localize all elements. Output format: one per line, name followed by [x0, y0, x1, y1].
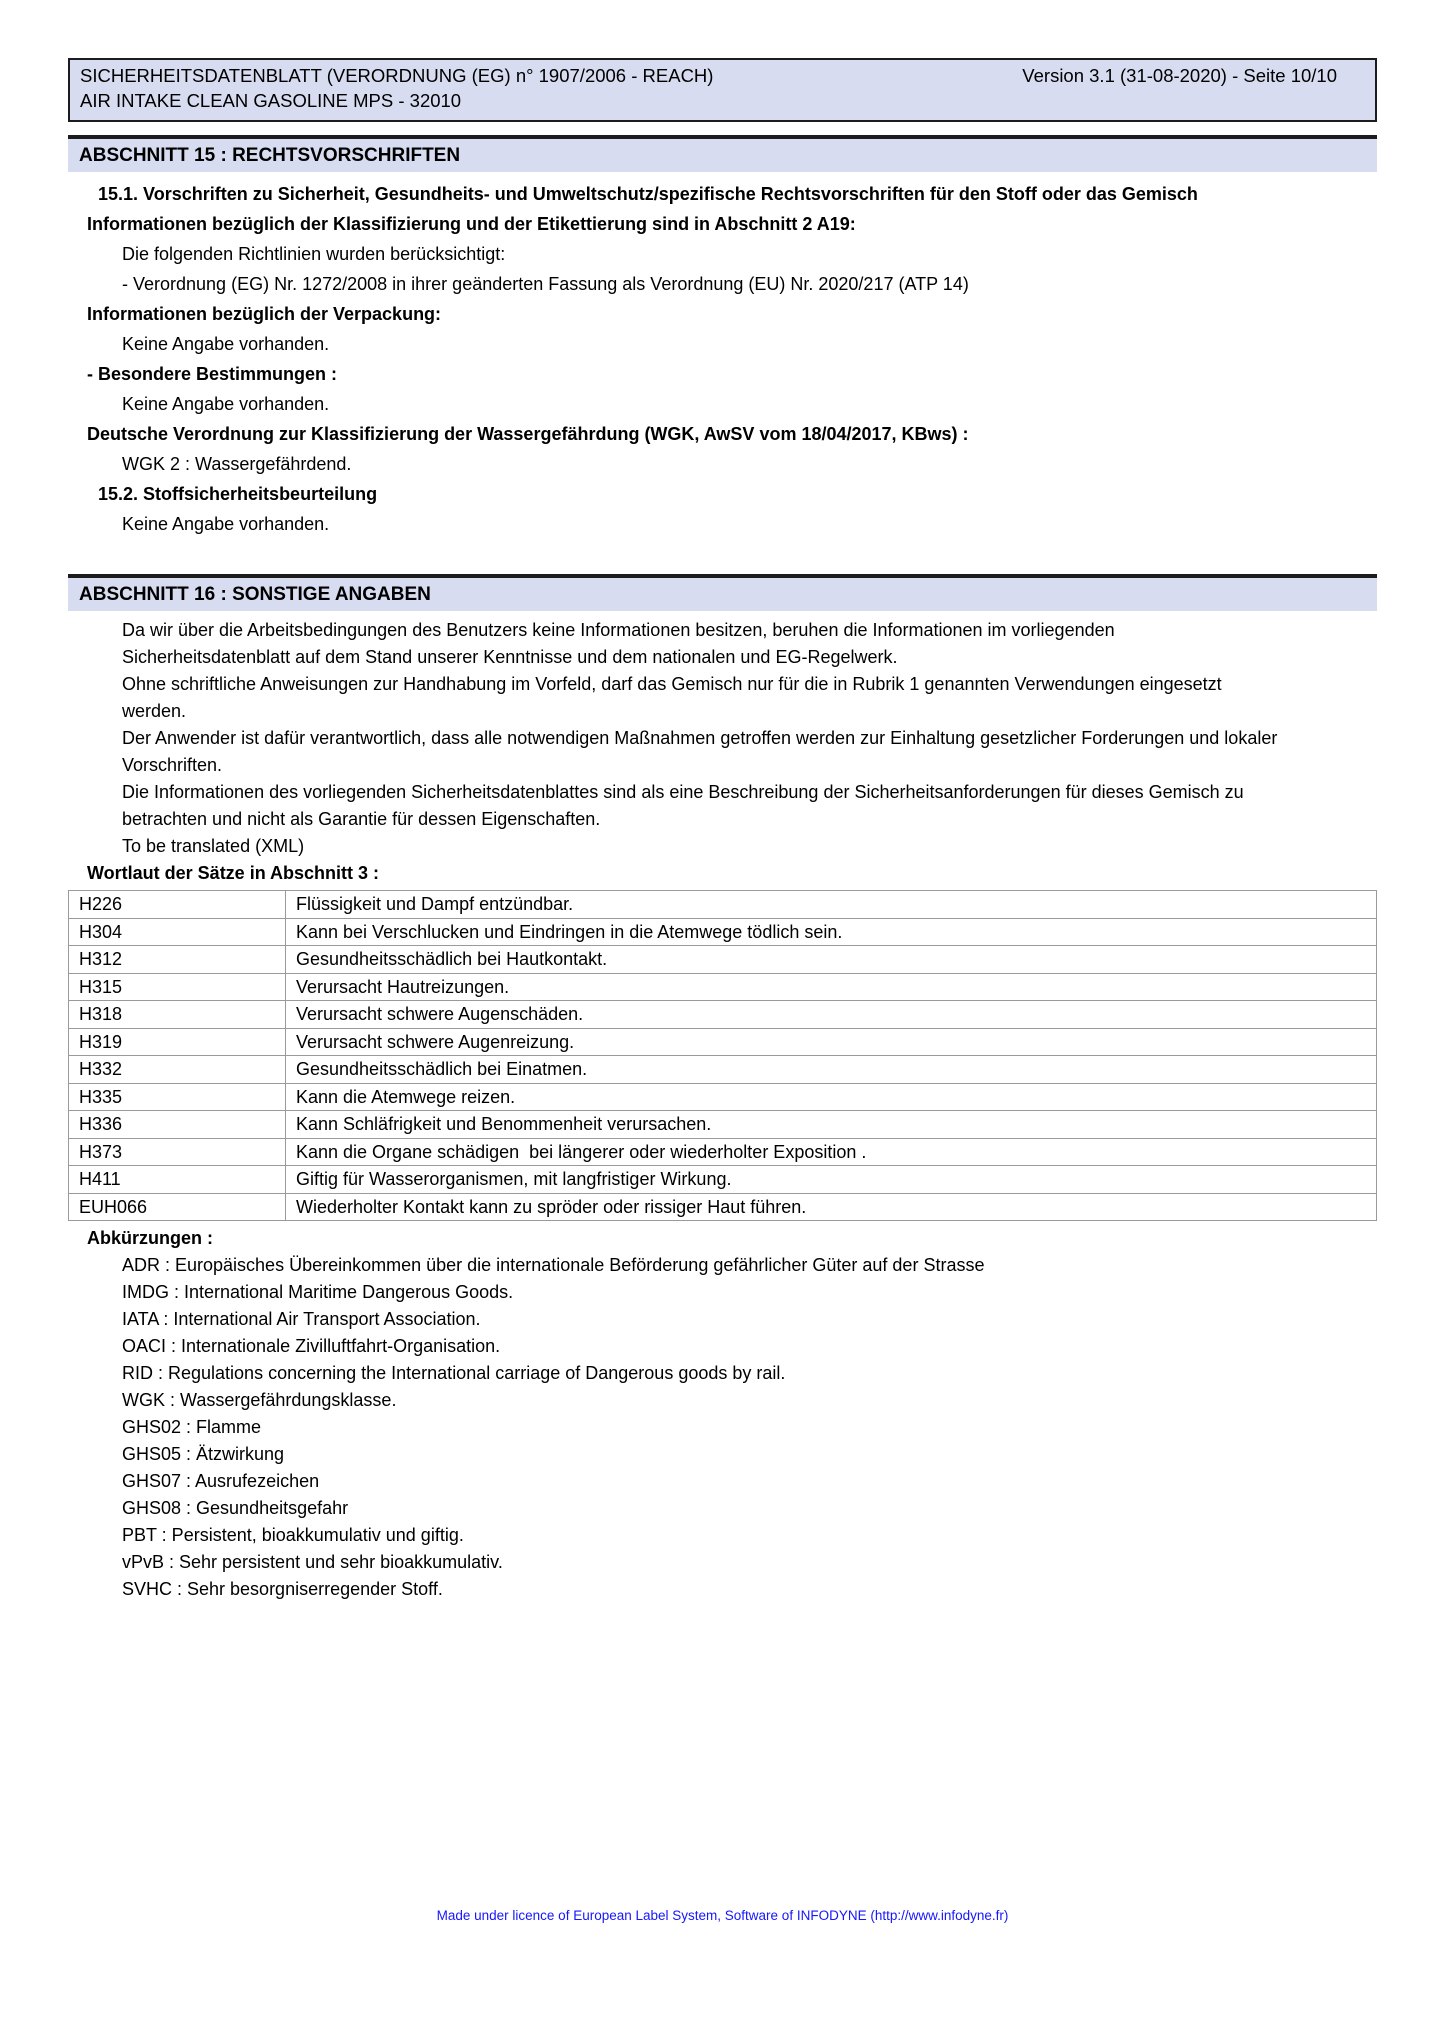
section-16-text-line: werden.: [122, 701, 187, 721]
abbreviation-item: GHS05 : Ätzwirkung: [122, 1444, 285, 1464]
hazard-statement-row: [69, 1138, 1377, 1166]
section-16-header-bar: [68, 574, 1377, 611]
section-15-text-line: 15.2. Stoffsicherheitsbeurteilung: [98, 484, 378, 504]
section-16-text-line: Vorschriften.: [122, 755, 223, 775]
version-page-info: Version 3.1 (31-08-2020) - Seite 10/10: [1022, 65, 1337, 86]
hazard-text-cell: Gesundheitsschädlich bei Einatmen.: [286, 1056, 1377, 1084]
hazard-statement-row: [69, 973, 1377, 1001]
abbreviation-item: IATA : International Air Transport Association.: [122, 1309, 481, 1329]
abbreviations-list: [68, 1252, 1377, 1603]
footer-license-note: Made under licence of European Label System, Software of INFODYNE (http://www.infodyne.fr): [436, 1908, 1009, 1923]
hazard-statement-row: [69, 946, 1377, 974]
hazard-code-cell: H373: [69, 1138, 286, 1166]
section-15-text-line: Informationen bezüglich der Verpackung:: [87, 304, 442, 324]
hazard-statement-row: [69, 891, 1377, 919]
hazard-statement-row: [69, 1028, 1377, 1056]
hazard-text-cell: Giftig für Wasserorganismen, mit langfristiger Wirkung.: [286, 1166, 1377, 1194]
abbreviations-label: Abkürzungen :: [87, 1228, 213, 1248]
hazard-code-cell: H332: [69, 1056, 286, 1084]
abbreviation-item: vPvB : Sehr persistent und sehr bioakkumulativ.: [122, 1552, 503, 1572]
section-16-text-line: Der Anwender ist dafür verantwortlich, dass alle notwendigen Maßnahmen getroffen werden zur Einhaltung gesetzlicher Forderungen und lokaler: [122, 728, 1278, 748]
section-15-text-line: Die folgenden Richtlinien wurden berücksichtigt:: [122, 244, 506, 264]
hazard-code-cell: EUH066: [69, 1193, 286, 1221]
hazard-statement-row: [69, 1001, 1377, 1029]
section-15-title: ABSCHNITT 15 : RECHTSVORSCHRIFTEN: [79, 145, 461, 166]
hazard-code-cell: H319: [69, 1028, 286, 1056]
hazard-code-cell: H411: [69, 1166, 286, 1194]
hazard-text-cell: Verursacht schwere Augenreizung.: [286, 1028, 1377, 1056]
section-15-text-line: Keine Angabe vorhanden.: [122, 394, 330, 414]
hazard-code-cell: H335: [69, 1083, 286, 1111]
document-header-row-1: [80, 63, 1365, 88]
hazard-code-cell: H226: [69, 891, 286, 919]
hazard-code-cell: H312: [69, 946, 286, 974]
hazard-statement-row: [69, 1166, 1377, 1194]
section-16-text-line: To be translated (XML): [122, 836, 305, 856]
abbreviation-item: RID : Regulations concerning the International carriage of Dangerous goods by rail.: [122, 1363, 786, 1383]
document-header-row-2: [80, 88, 1365, 113]
abbreviation-item: PBT : Persistent, bioakkumulativ und giftig.: [122, 1525, 464, 1545]
hazard-code-cell: H336: [69, 1111, 286, 1139]
hazard-text-cell: Flüssigkeit und Dampf entzündbar.: [286, 891, 1377, 919]
section-16-title: ABSCHNITT 16 : SONSTIGE ANGABEN: [79, 584, 431, 605]
section-16-text-line: Ohne schriftliche Anweisungen zur Handhabung im Vorfeld, darf das Gemisch nur für die in Rubrik 1 genannten Verwendungen eingesetzt: [122, 674, 1222, 694]
section-15-header-bar: [68, 135, 1377, 172]
section-15-text-line: 15.1. Vorschriften zu Sicherheit, Gesundheits- und Umweltschutz/spezifische Rechtsvorschriften für den Stoff oder das Gemisch: [98, 184, 1198, 204]
hazard-statements-table-body: [69, 891, 1377, 1221]
hazard-text-cell: Verursacht schwere Augenschäden.: [286, 1001, 1377, 1029]
abbreviation-item: WGK : Wassergefährdungsklasse.: [122, 1390, 397, 1410]
hazard-text-cell: Kann die Atemwege reizen.: [286, 1083, 1377, 1111]
hazard-text-cell: Verursacht Hautreizungen.: [286, 973, 1377, 1001]
section-15-text-line: - Verordnung (EG) Nr. 1272/2008 in ihrer geänderten Fassung als Verordnung (EU) Nr. 2020/217 (ATP 14): [122, 274, 969, 294]
section-15-text-line: Keine Angabe vorhanden.: [122, 334, 330, 354]
section-15-text-line: WGK 2 : Wassergefährdend.: [122, 454, 352, 474]
hazard-statement-row: [69, 1111, 1377, 1139]
abbreviation-item: GHS08 : Gesundheitsgefahr: [122, 1498, 349, 1518]
section-16-text-line: Sicherheitsdatenblatt auf dem Stand unserer Kenntnisse und dem nationalen und EG-Regelwerk.: [122, 647, 898, 667]
hazard-statement-row: [69, 1083, 1377, 1111]
hazard-text-cell: Kann Schläfrigkeit und Benommenheit verursachen.: [286, 1111, 1377, 1139]
hazard-statement-row: [69, 1193, 1377, 1221]
hazard-text-cell: Kann bei Verschlucken und Eindringen in die Atemwege tödlich sein.: [286, 918, 1377, 946]
abbreviation-item: GHS07 : Ausrufezeichen: [122, 1471, 320, 1491]
abbreviation-item: OACI : Internationale Zivilluftfahrt-Organisation.: [122, 1336, 501, 1356]
hazard-code-cell: H304: [69, 918, 286, 946]
hazard-text-cell: Wiederholter Kontakt kann zu spröder oder rissiger Haut führen.: [286, 1193, 1377, 1221]
section-15-text-line: - Besondere Bestimmungen :: [87, 364, 338, 384]
section-16-text-line: betrachten und nicht als Garantie für dessen Eigenschaften.: [122, 809, 601, 829]
hazard-text-cell: Kann die Organe schädigen bei längerer oder wiederholter Exposition .: [286, 1138, 1377, 1166]
document-title: SICHERHEITSDATENBLATT (VERORDNUNG (EG) n° 1907/2006 - REACH): [80, 65, 714, 86]
hazard-statement-row: [69, 1056, 1377, 1084]
document-header-box: [68, 58, 1377, 122]
section-15-text-line: Informationen bezüglich der Klassifizierung und der Etikettierung sind in Abschnitt 2 A19:: [87, 214, 856, 234]
section-15-text-line: Deutsche Verordnung zur Klassifizierung der Wassergefährdung (WGK, AwSV vom 18/04/2017, KBws) :: [87, 424, 969, 444]
hazard-statement-row: [69, 918, 1377, 946]
section-16-text-line: Wortlaut der Sätze in Abschnitt 3 :: [87, 863, 380, 883]
hazard-statements-table: [68, 890, 1377, 1221]
section-16-text-line: Da wir über die Arbeitsbedingungen des Benutzers keine Informationen besitzen, beruhen die Informationen im vorliegenden: [122, 620, 1115, 640]
product-name: AIR INTAKE CLEAN GASOLINE MPS - 32010: [80, 90, 462, 111]
hazard-code-cell: H318: [69, 1001, 286, 1029]
hazard-text-cell: Gesundheitsschädlich bei Hautkontakt.: [286, 946, 1377, 974]
section-15-text-line: Keine Angabe vorhanden.: [122, 514, 330, 534]
abbreviation-item: GHS02 : Flamme: [122, 1417, 262, 1437]
section-16-content: [68, 617, 1377, 887]
section-15-content: [68, 179, 1377, 539]
abbreviation-item: IMDG : International Maritime Dangerous Goods.: [122, 1282, 514, 1302]
hazard-code-cell: H315: [69, 973, 286, 1001]
abbreviation-item: SVHC : Sehr besorgniserregender Stoff.: [122, 1579, 443, 1599]
abbreviation-item: ADR : Europäisches Übereinkommen über die internationale Beförderung gefährlicher Güter auf der Strasse: [122, 1255, 985, 1275]
section-16-text-line: Die Informationen des vorliegenden Sicherheitsdatenblattes sind als eine Beschreibung der Sicherheitsanforderungen für dieses Gemisch zu: [122, 782, 1244, 802]
